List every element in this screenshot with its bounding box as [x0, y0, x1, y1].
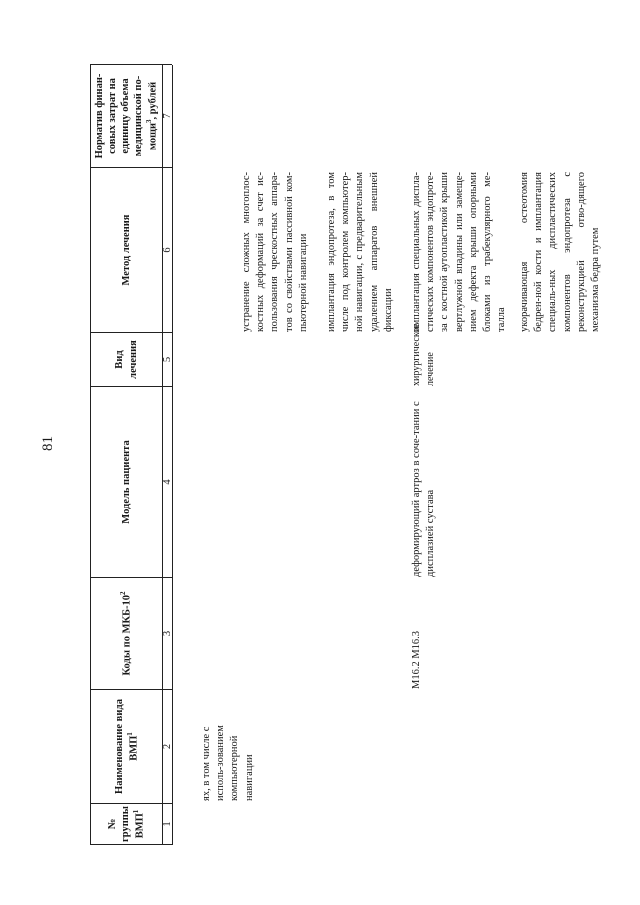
header-group-number: № группы ВМП$^1$: [107, 805, 146, 843]
treatment-method-2: имплантация эндопротеза, в том числе под контролем компьютер-ной навигации, с предварительным удалением аппаратов внешней фиксации: [326, 172, 394, 332]
patient-model-row3: деформирующий артроз в соче-тании с дисплазией сустава: [411, 401, 437, 577]
treatment-method-4: укорачивающая остеотомия бедрен-ной кости и имплантация специаль-ных диспластических компонентов эндопротеза с реконструкцией отво-дящего механизма бедра путем: [519, 172, 602, 332]
vmp-name-continuation: ях, в том числе с исполь-зованием компьютерной навигации: [201, 725, 255, 801]
header-vmp-name: Наименование вида ВМП$^1$: [113, 699, 140, 794]
header-treatment-method: Метод лечения: [120, 214, 132, 286]
column-number-5: 5: [162, 356, 173, 363]
treatment-method-3: имплантация специальных диспла-стических компонентов эндопроте-за с костной аутопластикой крыши вертлужной впадины или замеще-нием дефекта крыши опорными блоками из трабекулярного ме-талла: [411, 172, 508, 332]
column-number-4: 4: [162, 479, 173, 485]
column-number-1: 1: [162, 821, 173, 827]
icd-codes-row3: M16.2 M16.3: [411, 630, 422, 689]
treatment-type-row3: хирургическое лечение: [411, 323, 437, 386]
header-patient-model: Модель пациента: [120, 440, 132, 524]
col-divider-0: [90, 844, 172, 845]
treatment-method-1: устранение сложных многоплос-костных деформаций за счет ис-пользования чрескостных аппара-тов со свойствами пассивной ком-пьютерной навигации: [241, 172, 309, 332]
page-number: 81: [40, 436, 56, 451]
header-treatment-type: Вид лечения: [114, 340, 139, 379]
column-number-6: 6: [162, 247, 173, 253]
column-number-7: 7: [162, 113, 173, 119]
column-number-3: 3: [162, 630, 173, 637]
header-icd-codes: Коды по МКБ-$10^2$: [119, 591, 133, 676]
column-number-2: 2: [162, 743, 173, 750]
header-financial-norm: Норматив финан-совых затрат на единицу объема медицинской по-мощи$^3$, рублей: [93, 73, 159, 159]
